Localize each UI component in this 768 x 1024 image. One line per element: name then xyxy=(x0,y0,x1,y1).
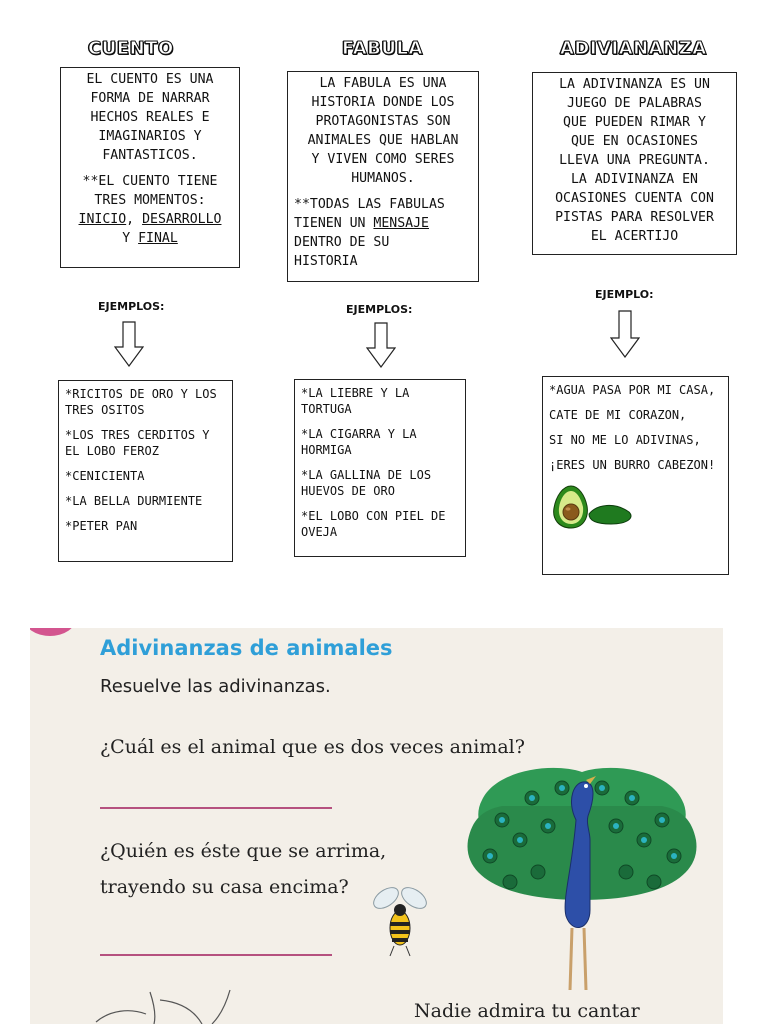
final-term: FINAL xyxy=(138,231,178,246)
fabula-definition-box xyxy=(287,71,479,282)
text-line: HUMANOS. xyxy=(351,171,415,186)
adivinanza-examples-label: EJEMPLO: xyxy=(595,288,654,301)
bee-icon xyxy=(366,880,432,960)
text-line: LA ADIVINANZA ES UN xyxy=(559,77,710,92)
cuento-examples-box xyxy=(58,380,233,562)
adivinanza-heading: ADIVIANANZA xyxy=(560,38,707,59)
text-line: EL CUENTO ES UNA xyxy=(86,72,214,87)
cuento-definition-box xyxy=(60,67,240,268)
text-line: HISTORIA xyxy=(294,254,358,269)
text-line: DENTRO DE SU xyxy=(294,235,390,250)
cuento-examples-label: EJEMPLOS: xyxy=(98,300,165,313)
cuento-heading: CUENTO xyxy=(88,38,174,59)
fabula-moral xyxy=(292,195,474,271)
text-line: Y VIVEN COMO SERES xyxy=(311,152,455,167)
text-line: HISTORIA DONDE LOS xyxy=(311,95,455,110)
fabula-examples-box xyxy=(294,379,466,557)
peacock-icon xyxy=(462,760,702,1024)
riddle-question-1: ¿Cuál es el animal que es dos veces animal? xyxy=(100,736,525,758)
text-line: FANTASTICOS. xyxy=(102,148,198,163)
text-line: ANIMALES QUE HABLAN xyxy=(307,133,459,148)
down-arrow-icon xyxy=(610,310,640,358)
list-item: *RICITOS DE ORO Y LOS TRES OSITOS xyxy=(65,387,217,417)
text-line xyxy=(65,229,235,248)
riddle-line: ¡ERES UN BURRO CABEZON! xyxy=(549,458,716,472)
riddle-question-2-line1: ¿Quién es éste que se arrima, xyxy=(100,840,387,862)
text-line: TRES MOMENTOS: xyxy=(94,193,206,208)
text-line: OCASIONES CUENTA CON xyxy=(555,191,714,206)
cuento-definition xyxy=(65,70,235,165)
page-corner-badge xyxy=(30,628,84,642)
text-line xyxy=(294,214,474,233)
riddle-question-3: Nadie admira tu cantar xyxy=(414,1000,640,1022)
list-item: *CENICIENTA xyxy=(65,469,145,483)
worksheet-title: Adivinanzas de animales xyxy=(100,636,393,660)
text-line: INICIO, DESARROLLO xyxy=(78,212,222,227)
desarrollo-term: DESARROLLO xyxy=(142,212,222,227)
list-item: *LA CIGARRA Y LA HORMIGA xyxy=(301,427,417,457)
adivinanza-definition xyxy=(537,75,732,246)
text-line: FORMA DE NARRAR xyxy=(90,91,210,106)
text-line: IMAGINARIOS Y xyxy=(98,129,202,144)
list-item: *LA GALLINA DE LOS HUEVOS DE ORO xyxy=(301,468,432,498)
fabula-definition xyxy=(292,74,474,188)
conjunction: Y xyxy=(122,231,131,246)
down-arrow-icon xyxy=(366,322,396,368)
list-item: *LOS TRES CERDITOS Y EL LOBO FEROZ xyxy=(65,428,210,458)
mensaje-term: MENSAJE xyxy=(373,216,429,231)
text-line: QUE PUEDEN RIMAR Y xyxy=(563,115,706,130)
text-line: EL ACERTIJO xyxy=(590,229,679,244)
down-arrow-icon xyxy=(114,321,144,367)
text-line: QUE EN OCASIONES xyxy=(570,134,699,149)
text-line: PROTAGONISTAS SON xyxy=(315,114,451,129)
adivinanza-example-box xyxy=(542,376,729,575)
inicio-term: INICIO xyxy=(78,212,127,227)
riddle-line: *AGUA PASA POR MI CASA, xyxy=(549,383,716,397)
riddle-line: SI NO ME LO ADIVINAS, xyxy=(549,433,701,447)
list-item: *LA LIEBRE Y LA TORTUGA xyxy=(301,386,410,416)
text-line: **EL CUENTO TIENE xyxy=(82,174,218,189)
fabula-heading: FABULA xyxy=(342,38,423,59)
avocado-icon xyxy=(549,482,633,530)
answer-line-2 xyxy=(100,954,332,956)
list-item: *EL LOBO CON PIEL DE OVEJA xyxy=(301,509,446,539)
text-line: JUEGO DE PALABRAS xyxy=(567,96,702,111)
bird-sketch-icon xyxy=(90,980,310,1024)
text-line: HECHOS REALES E xyxy=(90,110,210,125)
text-line: LA FABULA ES UNA xyxy=(319,76,447,91)
riddle-question-2-line2: trayendo su casa encima? xyxy=(100,876,349,898)
riddle-line: CATE DE MI CORAZON, xyxy=(549,408,687,422)
text-line: LLEVA UNA PREGUNTA. xyxy=(559,153,710,168)
worksheet-instructions: Resuelve las adivinanzas. xyxy=(100,676,331,697)
worksheet-page xyxy=(30,628,723,1024)
list-item: *PETER PAN xyxy=(65,519,138,533)
list-item: *LA BELLA DURMIENTE xyxy=(65,494,203,508)
adivinanza-definition-box xyxy=(532,72,737,255)
text-line: LA ADIVINANZA EN xyxy=(570,172,699,187)
text-fragment: TIENEN UN xyxy=(294,216,374,231)
fabula-examples-label: EJEMPLOS: xyxy=(346,303,413,316)
text-line: PISTAS PARA RESOLVER xyxy=(555,210,714,225)
text-line: **TODAS LAS FABULAS xyxy=(294,197,445,212)
cuento-moments xyxy=(65,172,235,248)
answer-line-1 xyxy=(100,807,332,809)
